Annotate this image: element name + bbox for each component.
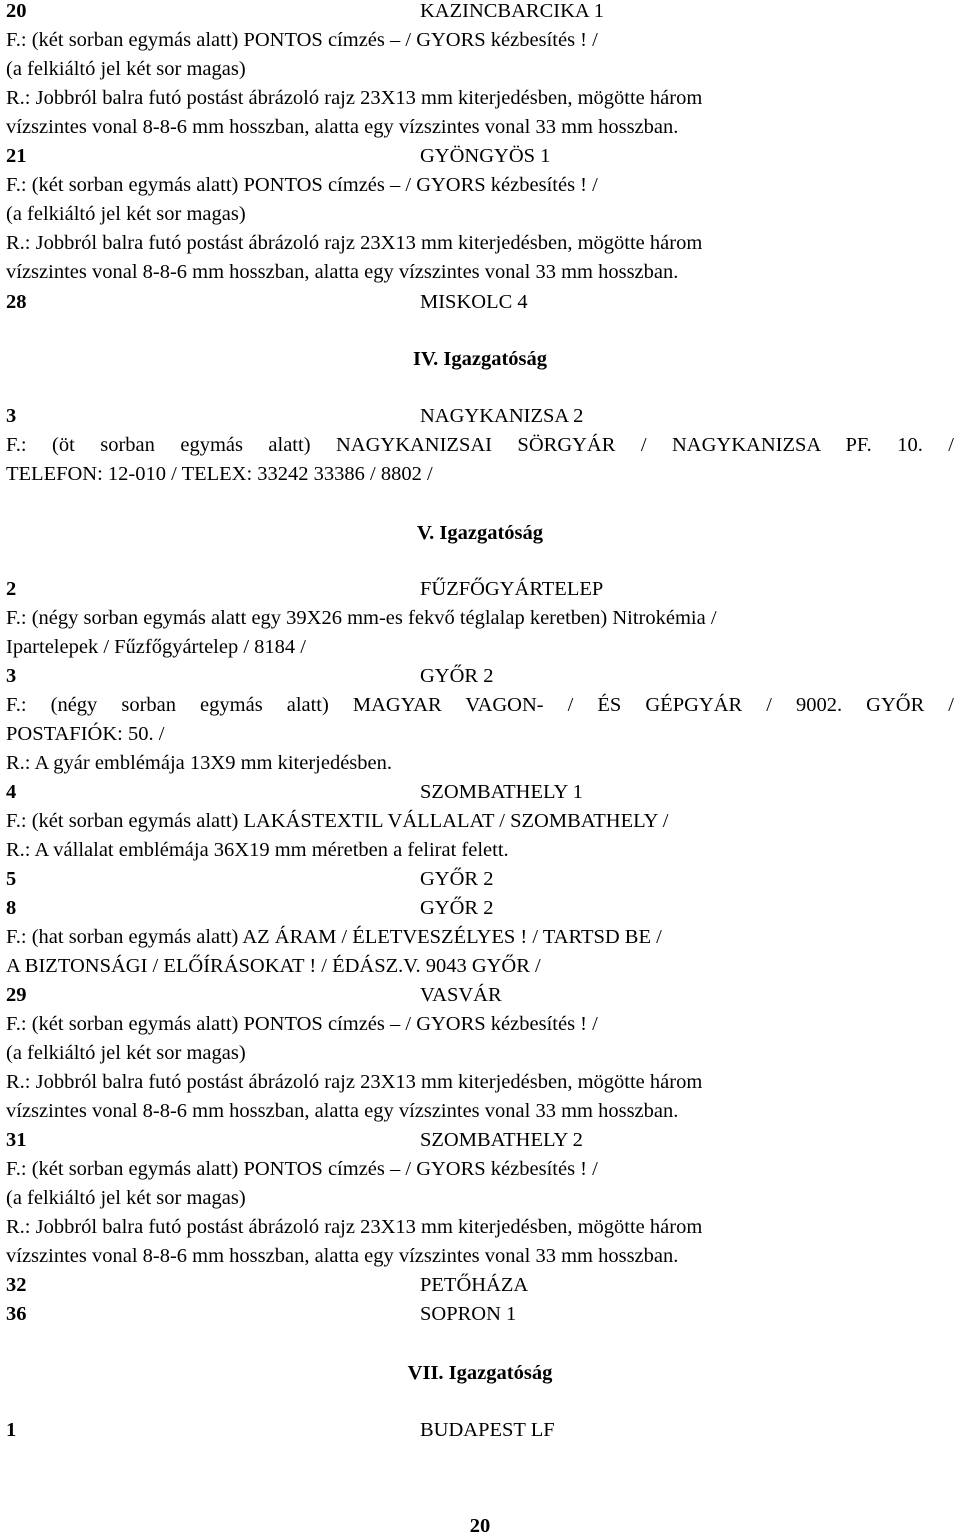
- entry-header-row: [6, 143, 954, 169]
- entry-number: 2: [6, 578, 17, 600]
- entry-number: 21: [6, 145, 27, 167]
- entry-number: 36: [6, 1303, 27, 1325]
- entry-place-name: VASVÁR: [420, 984, 502, 1006]
- entry-number: 5: [6, 868, 17, 890]
- description-line: F.: (négy sorban egymás alatt egy 39X26 mm-es fekvő téglalap keretben) Nitrokémia /: [6, 607, 717, 629]
- section-heading: IV. Igazgatóság: [412, 348, 548, 370]
- entry-header-row: [6, 403, 954, 429]
- description-line: F.: (négy sorban egymás alatt) MAGYAR VAGON- / ÉS GÉPGYÁR / 9002. GYŐR /: [6, 694, 954, 716]
- description-line: (a felkiáltó jel két sor magas): [6, 1187, 246, 1209]
- section-heading: V. Igazgatóság: [416, 522, 544, 544]
- description-line: F.: (két sorban egymás alatt) PONTOS címzés – / GYORS kézbesítés ! /: [6, 1013, 598, 1035]
- description-line: (a felkiáltó jel két sor magas): [6, 203, 246, 225]
- description-line: (a felkiáltó jel két sor magas): [6, 1042, 246, 1064]
- entry-place-name: BUDAPEST LF: [420, 1419, 555, 1441]
- description-line: vízszintes vonal 8-8-6 mm hosszban, alatta egy vízszintes vonal 33 mm hosszban.: [6, 116, 679, 138]
- entry-number: 31: [6, 1129, 27, 1151]
- entry-number: 29: [6, 984, 27, 1006]
- entry-header-row: [6, 576, 954, 602]
- entry-number: 1: [6, 1419, 17, 1441]
- entry-header-row: [6, 1417, 954, 1443]
- entry-header-row: [6, 1127, 954, 1153]
- entry-number: 3: [6, 405, 17, 427]
- entry-header-row: [6, 1301, 954, 1327]
- entry-header-row: [6, 663, 954, 689]
- description-line: F.: (öt sorban egymás alatt) NAGYKANIZSAI SÖRGYÁR / NAGYKANIZSA PF. 10. /: [6, 434, 954, 456]
- description-line: R.: A vállalat emblémája 36X19 mm méretben a felirat felett.: [6, 839, 509, 861]
- description-line: R.: Jobbról balra futó postást ábrázoló rajz 23X13 mm kiterjedésben, mögötte három: [6, 87, 703, 109]
- entry-place-name: KAZINCBARCIKA 1: [420, 0, 604, 22]
- entry-place-name: NAGYKANIZSA 2: [420, 405, 584, 427]
- description-line: F.: (hat sorban egymás alatt) AZ ÁRAM / ÉLETVESZÉLYES ! / TARTSD BE /: [6, 926, 662, 948]
- entry-place-name: PETŐHÁZA: [420, 1274, 529, 1296]
- entry-place-name: SZOMBATHELY 2: [420, 1129, 583, 1151]
- entry-place-name: SZOMBATHELY 1: [420, 781, 583, 803]
- description-line: F.: (két sorban egymás alatt) LAKÁSTEXTIL VÁLLALAT / SZOMBATHELY /: [6, 810, 669, 832]
- description-line: F.: (két sorban egymás alatt) PONTOS címzés – / GYORS kézbesítés ! /: [6, 174, 598, 196]
- description-line: A BIZTONSÁGI / ELŐÍRÁSOKAT ! / ÉDÁSZ.V. 9043 GYŐR /: [6, 955, 541, 977]
- entry-number: 28: [6, 291, 27, 313]
- section-heading: VII. Igazgatóság: [407, 1362, 553, 1384]
- entry-header-row: [6, 895, 954, 921]
- description-line: R.: Jobbról balra futó postást ábrázoló rajz 23X13 mm kiterjedésben, mögötte három: [6, 1216, 703, 1238]
- entry-header-row: [6, 779, 954, 805]
- entry-number: 3: [6, 665, 17, 687]
- entry-place-name: GYŐR 2: [420, 868, 494, 890]
- description-line: (a felkiáltó jel két sor magas): [6, 58, 246, 80]
- description-line: F.: (két sorban egymás alatt) PONTOS címzés – / GYORS kézbesítés ! /: [6, 1158, 598, 1180]
- description-line: POSTAFIÓK: 50. /: [6, 723, 165, 745]
- entry-place-name: MISKOLC 4: [420, 291, 528, 313]
- description-line: R.: Jobbról balra futó postást ábrázoló rajz 23X13 mm kiterjedésben, mögötte három: [6, 232, 703, 254]
- entry-header-row: [6, 0, 954, 24]
- entry-number: 32: [6, 1274, 27, 1296]
- description-line: R.: Jobbról balra futó postást ábrázoló rajz 23X13 mm kiterjedésben, mögötte három: [6, 1071, 703, 1093]
- entry-place-name: GYÖNGYÖS 1: [420, 145, 551, 167]
- entry-place-name: SOPRON 1: [420, 1303, 517, 1325]
- entry-number: 8: [6, 897, 17, 919]
- entry-header-row: [6, 1272, 954, 1298]
- entry-place-name: FŰZFŐGYÁRTELEP: [420, 578, 604, 600]
- description-line: vízszintes vonal 8-8-6 mm hosszban, alatta egy vízszintes vonal 33 mm hosszban.: [6, 1245, 679, 1267]
- entry-number: 4: [6, 781, 17, 803]
- description-line: vízszintes vonal 8-8-6 mm hosszban, alatta egy vízszintes vonal 33 mm hosszban.: [6, 1100, 679, 1122]
- description-line: vízszintes vonal 8-8-6 mm hosszban, alatta egy vízszintes vonal 33 mm hosszban.: [6, 261, 679, 283]
- description-line: TELEFON: 12-010 / TELEX: 33242 33386 / 8802 /: [6, 463, 433, 485]
- entry-header-row: [6, 289, 954, 315]
- description-line: Ipartelepek / Fűzfőgyártelep / 8184 /: [6, 636, 306, 658]
- entry-place-name: GYŐR 2: [420, 665, 494, 687]
- entry-number: 20: [6, 0, 27, 22]
- description-line: R.: A gyár emblémája 13X9 mm kiterjedésben.: [6, 752, 392, 774]
- entry-header-row: [6, 866, 954, 892]
- page-number: 20: [469, 1515, 491, 1537]
- entry-place-name: GYŐR 2: [420, 897, 494, 919]
- description-line: F.: (két sorban egymás alatt) PONTOS címzés – / GYORS kézbesítés ! /: [6, 29, 598, 51]
- entry-header-row: [6, 982, 954, 1008]
